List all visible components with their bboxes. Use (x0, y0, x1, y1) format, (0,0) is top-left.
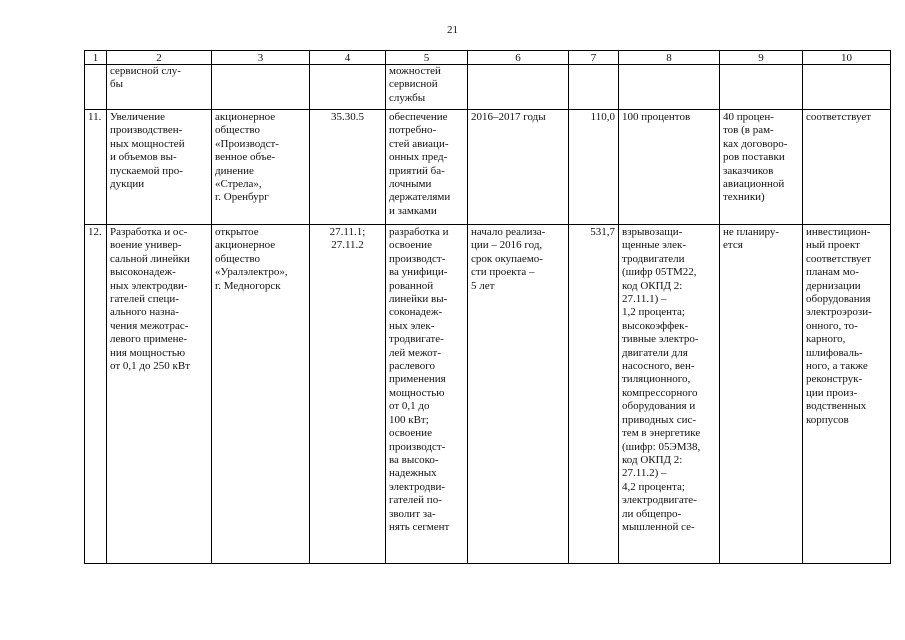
cell-line: 27.11.1) – (622, 293, 667, 306)
cell-line: приятий ба- (389, 164, 445, 177)
cell-line: оборудования (806, 293, 871, 306)
cell-line: сти проекта – (471, 266, 535, 279)
cell-line: открытое (215, 226, 259, 238)
cell-line: можностей (389, 65, 441, 77)
cell-line: воение универ- (110, 239, 182, 252)
table-row (85, 110, 891, 225)
cell-line: (шифр: 05ЭМ38, (622, 440, 701, 453)
cell-line: мощностью (389, 386, 445, 399)
cell-line: ных элек- (389, 319, 435, 332)
cell-line: 5 лет (471, 279, 495, 292)
cell-line: не планиру- (723, 226, 780, 238)
cell-line: стей авиаци- (389, 137, 449, 150)
cell-line: оборудования и (622, 400, 696, 413)
organization-cell (212, 110, 310, 225)
cell-line: общество (215, 124, 261, 137)
cell-line: лей межот- (389, 346, 442, 359)
cell-line: 100 процентов (622, 111, 691, 123)
cell-line: тивные электро- (622, 333, 699, 346)
column-number: 7 (569, 51, 619, 65)
cell-line: планам мо- (806, 266, 859, 279)
amount-cell (569, 65, 619, 110)
cell-line: линейки вы- (389, 293, 448, 306)
cell-line: держателями (389, 191, 451, 204)
cell-line: г. Оренбург (215, 191, 269, 204)
cell-line: производст- (389, 440, 446, 453)
cell-line: 4,2 процента; (622, 480, 685, 493)
cell-line: электродвигате- (622, 494, 697, 507)
timeline-cell (468, 110, 569, 225)
cell-line: и объемов вы- (110, 151, 177, 164)
cell-line: раслевого (389, 360, 435, 373)
cell-line: акционерное (215, 239, 276, 252)
cell-line: онного, то- (806, 319, 858, 332)
cell-line: Разработка и ос- (110, 226, 188, 238)
column-number: 9 (720, 51, 803, 65)
cell-line: «Стрела», (215, 178, 262, 191)
column-number: 10 (803, 51, 891, 65)
cell-line: разработка и (389, 226, 449, 238)
page-number: 21 (447, 24, 458, 36)
cell-line: соконадеж- (389, 306, 443, 319)
organization-cell (212, 225, 310, 564)
timeline-cell (468, 225, 569, 564)
cell-line: высоконадеж- (110, 266, 176, 279)
cell-line: ках договоро- (723, 137, 788, 150)
cell-line: 1,2 процента; (622, 306, 685, 319)
cell-line: реконструк- (806, 373, 863, 386)
cell-line: лочными (389, 178, 432, 191)
cell-line: (шифр 05ТМ22, (622, 266, 697, 279)
amount-cell (569, 110, 619, 225)
cell-line: авиационной (723, 178, 785, 191)
cell-line: ных мощностей (110, 137, 185, 150)
cell-line: 110,0 (590, 111, 615, 123)
export-share-cell (720, 65, 803, 110)
cell-line: освоение (389, 239, 432, 252)
cell-line: ции – 2016 год, (471, 239, 543, 252)
cell-line: ва унифици- (389, 266, 448, 279)
goal-cell (386, 110, 468, 225)
cell-line: дукции (110, 178, 145, 191)
cell-line: сервисной слу- (110, 65, 181, 77)
cell-line: тем в энергетике (622, 427, 701, 440)
column-number: 8 (619, 51, 720, 65)
cell-line: гателей специ- (110, 293, 179, 306)
cell-line: техники) (723, 191, 765, 204)
cell-line: онных пред- (389, 151, 448, 164)
cell-line: электродви- (389, 480, 446, 493)
table-row (85, 65, 891, 110)
timeline-cell (468, 65, 569, 110)
cell-line: чения межотрас- (110, 319, 189, 332)
cell-line: срок окупаемо- (471, 252, 543, 265)
cell-line: службы (389, 91, 426, 104)
cell-line: «Производст- (215, 137, 279, 150)
goal-cell (386, 65, 468, 110)
cell-line: 27.11.2) – (622, 467, 667, 480)
cell-line: общество (215, 252, 261, 265)
document-table (84, 50, 891, 564)
cell-line: двигатели для (622, 346, 688, 359)
cell-line: ва высоко- (389, 453, 439, 466)
cell-line: ный проект (806, 239, 860, 252)
cell-line: от 0,1 до (389, 400, 430, 413)
cell-line: ального назна- (110, 306, 179, 319)
cell-line: водственных (806, 400, 867, 413)
row-number-cell: 11. (85, 110, 107, 225)
cell-line: дернизации (806, 279, 861, 292)
cell-line: карного, (806, 333, 846, 346)
cell-line: взрывозащи- (622, 226, 683, 238)
cell-line: заказчиков (723, 164, 774, 177)
cell-line: гателей по- (389, 494, 442, 507)
cell-line: насосного, вен- (622, 360, 695, 373)
cell-line: освоение (389, 427, 432, 440)
share-cell (619, 65, 720, 110)
cell-line: 2016–2017 годы (471, 111, 546, 123)
organization-cell (212, 65, 310, 110)
cell-line: код ОКПД 2: (622, 453, 683, 466)
cell-line: ции произ- (806, 386, 858, 399)
compliance-cell (803, 225, 891, 564)
column-number: 1 (85, 51, 107, 65)
cell-line: ется (723, 239, 743, 252)
cell-line: тиляционного, (622, 373, 691, 386)
cell-line: г. Медногорск (215, 279, 281, 292)
compliance-cell (803, 110, 891, 225)
compliance-cell (803, 65, 891, 110)
cell-line: 27.11.1; (329, 226, 366, 238)
cell-line: инвестицион- (806, 226, 871, 238)
cell-line: начало реализа- (471, 226, 546, 238)
row-number-cell (85, 65, 107, 110)
cell-line: щенные элек- (622, 239, 687, 252)
cell-line: ли общепро- (622, 507, 682, 520)
cell-line: зволит за- (389, 507, 436, 520)
cell-line: «Уралэлектро», (215, 266, 288, 279)
cell-line: акционерное (215, 111, 276, 123)
cell-line: обеспечение (389, 111, 448, 123)
cell-line: 35.30.5 (331, 111, 364, 123)
export-share-cell (720, 110, 803, 225)
cell-line: применения (389, 373, 446, 386)
cell-line: соответствует (806, 252, 872, 265)
cell-line: код ОКПД 2: (622, 279, 683, 292)
cell-line: электроэрози- (806, 306, 872, 319)
cell-line: пускаемой про- (110, 164, 183, 177)
cell-line: 531,7 (590, 226, 615, 238)
cell-line: и замками (389, 204, 437, 217)
cell-line: Увеличение (110, 111, 166, 123)
cell-line: рованной (389, 279, 434, 292)
cell-line: корпусов (806, 413, 849, 426)
table-row (85, 225, 891, 564)
cell-line: ного, а также (806, 360, 868, 373)
column-number-row (85, 51, 891, 65)
cell-line: 100 кВт; (389, 413, 429, 426)
cell-line: тов (в рам- (723, 124, 774, 137)
project-name-cell (107, 65, 212, 110)
row-number-cell: 12. (85, 225, 107, 564)
project-name-cell (107, 110, 212, 225)
column-number: 4 (310, 51, 386, 65)
column-number: 2 (107, 51, 212, 65)
project-name-cell (107, 225, 212, 564)
column-number: 6 (468, 51, 569, 65)
column-number: 5 (386, 51, 468, 65)
share-cell (619, 225, 720, 564)
cell-line: от 0,1 до 250 кВт (110, 360, 190, 373)
okved-code-cell (310, 225, 386, 564)
cell-line: приводных сис- (622, 413, 697, 426)
cell-line: тродвигате- (389, 333, 444, 346)
cell-line: производст- (389, 252, 446, 265)
cell-line: надежных (389, 467, 437, 480)
cell-line: ров поставки (723, 151, 785, 164)
okved-code-cell (310, 110, 386, 225)
cell-line: динение (215, 164, 254, 177)
cell-line: левого примене- (110, 333, 188, 346)
goal-cell (386, 225, 468, 564)
column-number: 3 (212, 51, 310, 65)
amount-cell (569, 225, 619, 564)
export-share-cell (720, 225, 803, 564)
cell-line: сальной линейки (110, 252, 190, 265)
cell-line: потребно- (389, 124, 437, 137)
okved-code-cell (310, 65, 386, 110)
cell-line: компрессорного (622, 386, 698, 399)
cell-line: нять сегмент (389, 520, 450, 533)
cell-line: соответствует (806, 111, 872, 123)
cell-line: 27.11.2 (331, 239, 364, 252)
share-cell (619, 110, 720, 225)
cell-line: высокоэффек- (622, 319, 689, 332)
cell-line: бы (110, 78, 123, 91)
cell-line: венное объе- (215, 151, 276, 164)
cell-line: шлифоваль- (806, 346, 863, 359)
cell-line: производствен- (110, 124, 183, 137)
cell-line: тродвигатели (622, 252, 685, 265)
cell-line: ных электродви- (110, 279, 188, 292)
cell-line: мышленной се- (622, 520, 695, 533)
cell-line: сервисной (389, 78, 438, 91)
cell-line: ния мощностью (110, 346, 186, 359)
cell-line: 40 процен- (723, 111, 774, 123)
